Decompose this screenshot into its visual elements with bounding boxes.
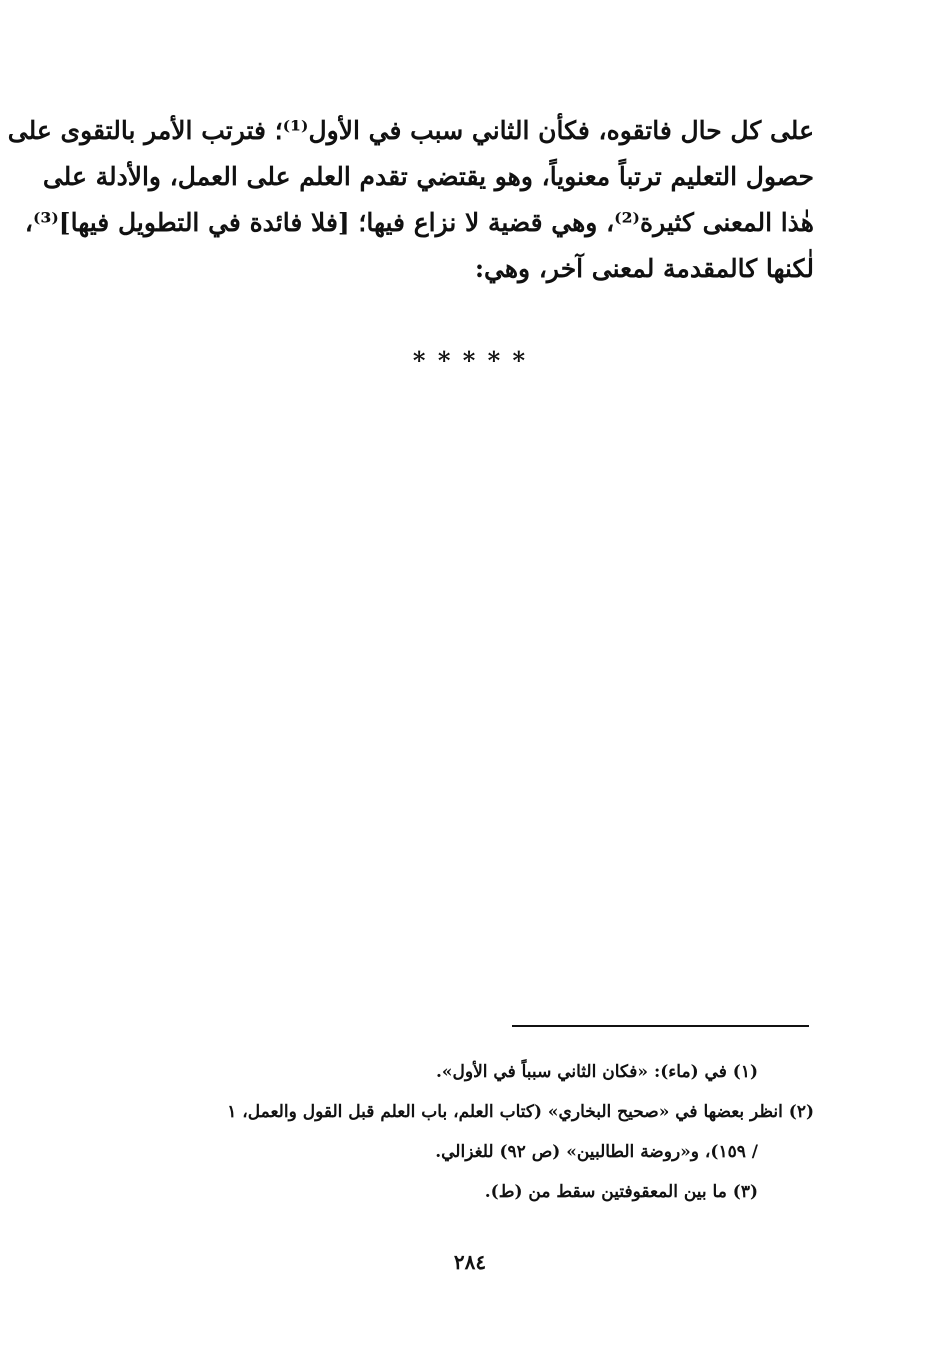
section-separator: * * * * * [412,346,528,375]
footnote-divider [512,1025,809,1027]
text-line-2: حصول التعليم ترتباً معنوياً، وهو يقتضي تقدم العلم على العمل، والأدلة على [42,162,814,191]
footnotes [88,1052,814,1212]
text-line-3: هٰذا المعنى كثيرة⁽²⁾، وهي قضية لا نزاع فيها؛ [فلا فائدة في التطويل فيها]⁽³⁾، [24,208,814,237]
text-line-1: على كل حال فاتقوه، فكأن الثاني سبب في الأول⁽¹⁾؛ فترتب الأمر بالتقوى على [7,116,814,145]
page-number: ٢٨٤ [453,1250,487,1274]
footnote-2: (٢) انظر بعضها في «صحيح البخاري» (كتاب العلم، باب العلم قبل القول والعمل، ١ [227,1102,814,1122]
main-text [7,108,814,292]
footnote-1: (١) في (ماء): «فكان الثاني سبباً في الأول». [435,1062,758,1082]
footnote-2-continued: / ١٥٩)، و«روضة الطالبين» (ص ٩٢) للغزالي. [435,1142,758,1162]
text-line-4: لٰكنها كالمقدمة لمعنى آخر، وهي: [474,254,814,283]
footnote-3: (٣) ما بين المعقوفتين سقط من (ط). [484,1182,758,1202]
